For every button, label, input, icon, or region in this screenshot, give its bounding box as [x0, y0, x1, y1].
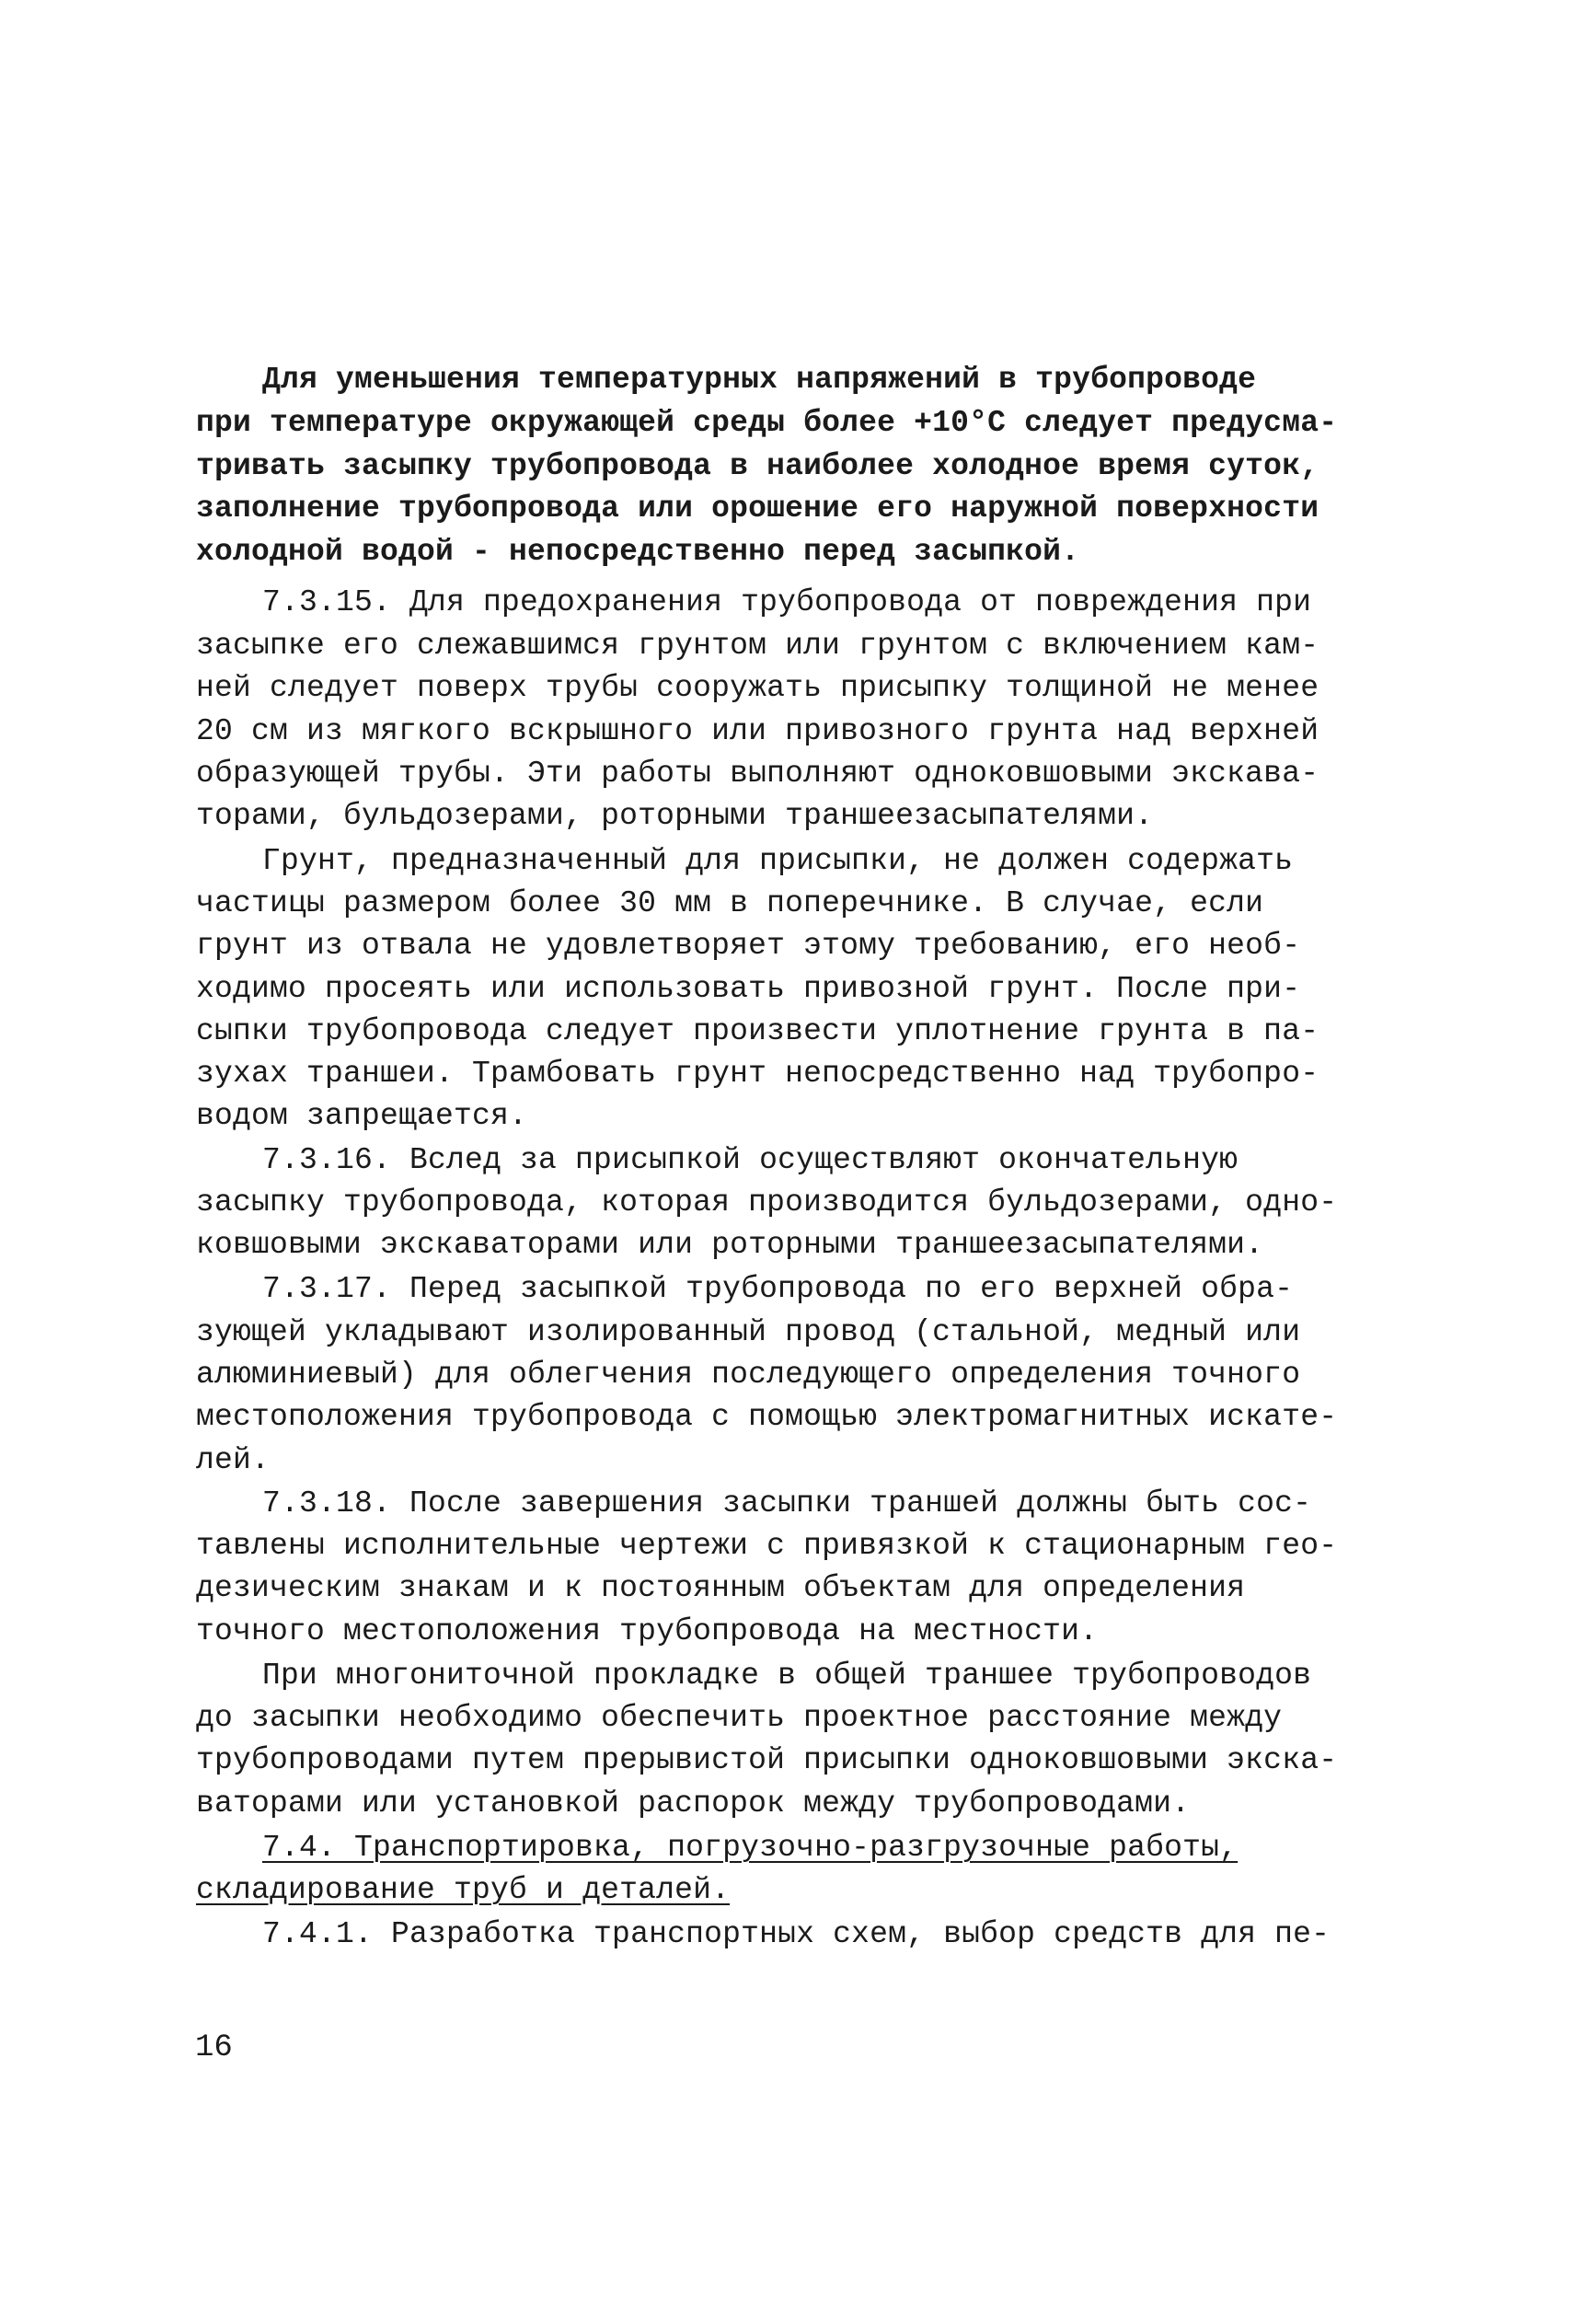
text-line: лей.	[196, 1443, 271, 1477]
text-line: 20 см из мягкого вскрышного или привозного грунта над верхней	[196, 714, 1319, 748]
text-line: 7.3.17. Перед засыпкой трубопровода по его верхней обра-	[262, 1272, 1294, 1306]
text-line: до засыпки необходимо обеспечить проектное расстояние между	[196, 1701, 1283, 1735]
text-line: 7.3.18. После завершения засыпки траншей должны быть сос-	[262, 1486, 1312, 1520]
text-line: засыпке его слежавшимся грунтом или грунтом с включением кам-	[196, 629, 1319, 663]
text-line: ходимо просеять или использовать привозной грунт. После при-	[196, 972, 1301, 1006]
text-line: 7.4.1. Разработка транспортных схем, выбор средств для пе-	[262, 1917, 1331, 1951]
text-line: ваторами или установкой распорок между трубопроводами.	[196, 1786, 1191, 1821]
text-line: дезическим знакам и к постоянным объектам для определения	[196, 1571, 1246, 1605]
text-line: ней следует поверх трубы сооружать присыпку толщиной не менее	[196, 671, 1319, 705]
text-line: зухах траншеи. Трамбовать грунт непосредственно над трубопро-	[196, 1057, 1319, 1091]
text-line: холодной водой - непосредственно перед засыпкой.	[196, 535, 1080, 569]
section-heading: 7.4. Транспортировка, погрузочно-разгрузочные работы,	[262, 1831, 1239, 1865]
text-line: Грунт, предназначенный для присыпки, не должен содержать	[262, 844, 1294, 878]
text-line: засыпку трубопровода, которая производится бульдозерами, одно-	[196, 1185, 1338, 1220]
text-line: заполнение трубопровода или орошение его наружной поверхности	[196, 491, 1319, 526]
text-line: при температуре окружающей среды более +10°С следует предусма-	[196, 406, 1338, 440]
text-line: водом запрещается.	[196, 1099, 528, 1133]
section-heading: складирование труб и деталей.	[196, 1873, 731, 1907]
text-line: точного местоположения трубопровода на местности.	[196, 1614, 1099, 1648]
text-line: образующей трубы. Эти работы выполняют одноковшовыми экскава-	[196, 757, 1319, 791]
text-line: ковшовыми экскаваторами или роторными траншеезасыпателями.	[196, 1228, 1264, 1262]
text-line: торами, бульдозерами, роторными траншеезасыпателями.	[196, 799, 1154, 833]
text-line: сыпки трубопровода следует произвести уплотнение грунта в па-	[196, 1014, 1319, 1048]
text-line: алюминиевый) для облегчения последующего определения точного	[196, 1358, 1301, 1392]
text-line: трубопроводами путем прерывистой присыпки одноковшовыми экска-	[196, 1743, 1338, 1777]
text-line: местоположения трубопровода с помощью электромагнитных искате-	[196, 1400, 1338, 1434]
text-line: зующей укладывают изолированный провод (стальной, медный или	[196, 1315, 1301, 1349]
text-line: 7.3.16. Вслед за присыпкой осуществляют окончательную	[262, 1143, 1239, 1177]
text-line: Для уменьшения температурных напряжений в трубопроводе	[262, 363, 1257, 397]
text-line: При многониточной прокладке в общей траншее трубопроводов	[262, 1659, 1312, 1693]
text-line: частицы размером более 30 мм в поперечнике. В случае, если	[196, 886, 1264, 920]
text-line: грунт из отвала не удовлетворяет этому требованию, его необ-	[196, 929, 1301, 963]
page-number: 16	[195, 2030, 233, 2065]
text-line: тавлены исполнительные чертежи с привязкой к стационарным гео-	[196, 1529, 1338, 1563]
text-line: тривать засыпку трубопровода в наиболее холодное время суток,	[196, 449, 1319, 483]
text-line: 7.3.15. Для предохранения трубопровода от повреждения при	[262, 585, 1312, 619]
